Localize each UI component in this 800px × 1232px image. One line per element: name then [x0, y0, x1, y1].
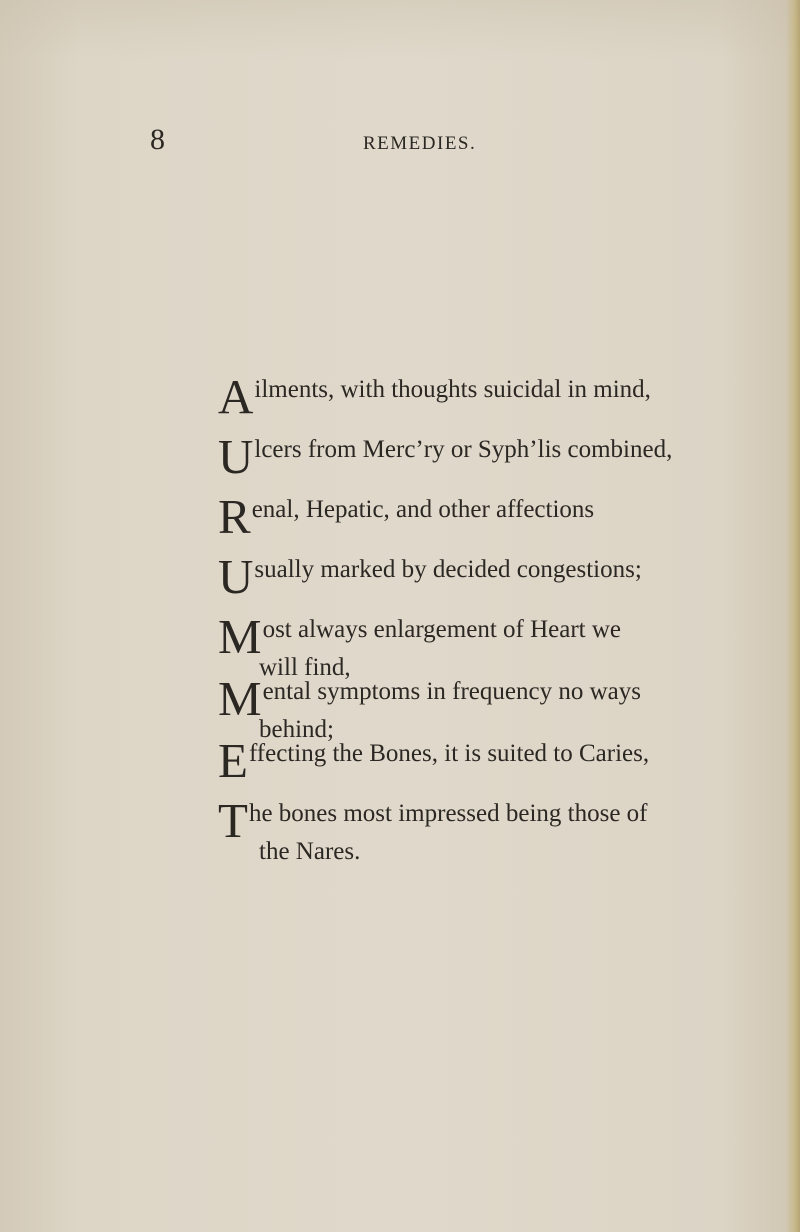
page-edge — [786, 0, 800, 1232]
verse-text: ffecting the Bones, it is suited to Caries, — [248, 740, 650, 767]
verse-text: ental symptoms in frequency no ways — [262, 678, 641, 705]
verse-line — [218, 369, 698, 435]
verse-line — [218, 671, 698, 743]
verse-line — [218, 489, 698, 555]
verse-initial: M — [218, 609, 262, 664]
verse-line — [218, 549, 698, 615]
page-header — [0, 120, 800, 160]
verse-initial: R — [218, 489, 251, 544]
verse-continuation: will find, — [259, 654, 351, 681]
verse-initial: M — [218, 671, 262, 726]
verse-line — [218, 609, 698, 681]
verse-text: ost always enlargement of Heart we — [262, 616, 622, 643]
running-title: REMEDIES. — [363, 133, 477, 154]
verse-text: sually marked by decided congestions; — [254, 556, 642, 583]
verse-text: ilments, with thoughts suicidal in mind, — [254, 376, 651, 403]
verse-text: he bones most impressed being those of — [248, 800, 648, 827]
verse-initial: U — [218, 549, 254, 604]
verse-line — [218, 793, 698, 865]
verse-continuation: the Nares. — [259, 838, 361, 865]
page-number: 8 — [150, 123, 165, 156]
verse-initial: A — [218, 369, 254, 424]
page-shadow — [0, 0, 800, 60]
verse-line — [218, 429, 698, 495]
verse-text: enal, Hepatic, and other affections — [251, 496, 595, 523]
verse-initial: E — [218, 733, 248, 788]
verse-initial: U — [218, 429, 254, 484]
acrostic-verse — [218, 369, 698, 865]
verse-initial: T — [218, 793, 248, 848]
verse-continuation: behind; — [259, 716, 334, 743]
verse-line — [218, 733, 698, 799]
verse-text: lcers from Merc’ry or Syph’lis combined, — [254, 436, 673, 463]
